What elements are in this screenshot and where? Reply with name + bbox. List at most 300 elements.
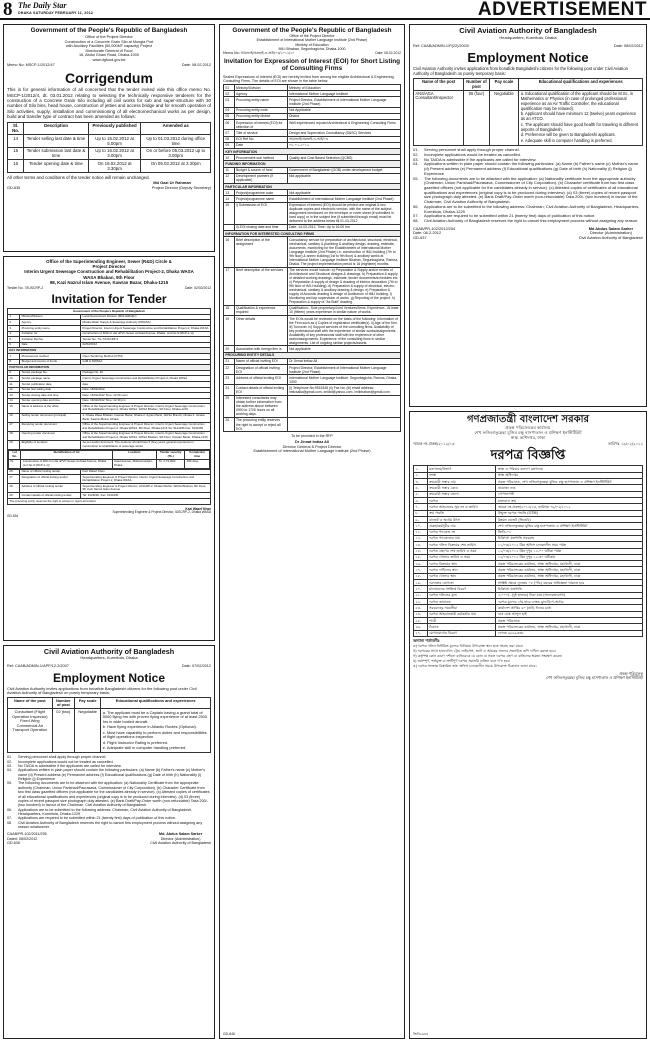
table-cell: Asad Avenue, Mohammadpur, Dhaka	[112, 459, 157, 468]
table-row	[8, 440, 211, 449]
table-cell: 8.	[8, 359, 20, 365]
address-line: Project Director	[92, 264, 126, 270]
signatory-org: Civil Aviation Authority of Bangladesh	[150, 841, 211, 846]
table-cell: 03	[224, 97, 235, 107]
table-cell: প্রযোজ্য নহে	[496, 485, 643, 491]
condition-text: No TA/DA is admissible if the applicants are called for interview.	[424, 156, 537, 162]
caab-employment-notice-left	[3, 645, 215, 1039]
table-row	[224, 305, 401, 315]
table-cell: 02/02/2012	[81, 342, 211, 348]
table-cell: As per tender document. The tenderer should have 5 (five) years general experience in construction & rehabilitation of sewerage works	[81, 440, 211, 449]
table-cell: উন্নয়ন বাজেট (জিওবি)	[496, 516, 643, 522]
table-cell: Expression of interest (EOI) for selection of	[234, 120, 287, 130]
address-line: প্রকল্প পরিচালকের কার্যালয়	[505, 424, 551, 430]
table-cell: Contact details of official inviting EOI	[234, 385, 287, 395]
table-row	[8, 135, 211, 148]
signatory-title: Director (Administration)	[160, 836, 201, 841]
amendment-table	[7, 122, 211, 173]
tender-number: Tender No. 7/IUSCRP-2	[7, 285, 44, 290]
table-cell: 08	[224, 136, 235, 142]
address-line: শেখ ফজিলাতুন্নেছা মুজিব চক্ষু হাসপাতাল ও প্রশিক্ষণ ইনস্টিটিউট	[474, 429, 582, 435]
column-header: Pay scale	[74, 698, 100, 709]
table-cell: 01	[224, 85, 235, 91]
table-cell: ৫.	[414, 491, 428, 497]
table-cell: Title of service	[234, 130, 287, 136]
post-table	[7, 697, 211, 753]
table-cell: Ministry of Education	[287, 85, 400, 91]
date-bottom: Date: 08-2-2012	[413, 230, 442, 236]
table-row	[8, 475, 211, 484]
memo-number: স্মারক নং-প্রকল্প/২০১২/১৩	[413, 440, 455, 446]
table-row	[224, 364, 401, 374]
table-cell: ২৫.	[414, 617, 428, 623]
date-bottom: Dated: 08/02/2012	[7, 836, 38, 841]
column-header: Pay scale	[489, 79, 519, 91]
table-cell: আমাভাই/প্রকল্প/ই-ও-আই/০৩	[287, 136, 400, 142]
table-cell: দরপত্র আহবানকারী কর্মকর্তার নাম	[427, 611, 496, 617]
table-cell: ২৭.	[414, 630, 428, 636]
table-row	[8, 431, 211, 440]
post-count: 02 (two)	[52, 709, 74, 753]
table-cell: Interested consultants may obtain further information from the address above between 0900 to 1700 hours on all working days.	[234, 395, 287, 417]
table-cell: ১২/০৩/২০১২ খ্রিঃ দুপুর ১২.০০ ঘটিকা পর্যন্ত	[496, 548, 643, 554]
notes-list	[413, 644, 643, 668]
table-row	[224, 395, 401, 417]
column-header: Number of post	[52, 698, 74, 709]
table-cell: 06	[224, 120, 235, 130]
condition-text: Applications are to be submitted to the following address: Chairman, Civil Aviation Authority of Bangladesh, Headquarters, Kurmitola, Dhaka-1229	[424, 203, 640, 214]
table-cell: ক্রয় পদ্ধতি	[427, 510, 496, 516]
address-line: Ministry of Education	[295, 42, 329, 47]
table-cell: Development partners (if applicable)	[234, 173, 287, 183]
table-cell: ১৫.	[414, 554, 428, 560]
condition-number: 07.	[7, 816, 13, 821]
table-row	[224, 173, 401, 183]
condition-text: The following documents are to be attached with the application: (a) Nationality Certificate from the appropriate authority (Chairman, Union Parishad/Paurasava, Commissioner of City Corporation). (b) Character Certificate from two first class gazetted officers (not applicable for the candidates already in service). (c) Attested copies of certificates of all educational qualifications and experiences (original copy is to be produced during interview). (d) 03 (three) copies of recent passport size photograph duly attested. (e) Bank Draft/Pay-Order worth (non-refundable) Taka 200/- (two hundred) in favour of the Chairman, Civil Aviation Authority of Bangladesh.	[18, 781, 210, 808]
table-cell: ১১/০৩/২০১২ খ্রিঃ অফিস চলাকালীন সময় পর্যন্ত	[496, 542, 643, 548]
qualification-item: b. Have flying experience in Atlantic Routes (Optional).	[102, 724, 197, 730]
condition-number: 01.	[7, 755, 13, 760]
table-cell: Project Director, Interim Urgent Sewerage Construction and Rehabilitation Project-2, Dhaka WASA	[81, 325, 211, 331]
table-cell: Up to 15.02.2012 at 5.00pm	[88, 135, 141, 148]
ad-code: GD-634	[7, 514, 19, 519]
table-cell: Qualification & experience required	[234, 305, 287, 315]
table-cell: Date: 16/02/2012 Time: 12.00 noon	[81, 393, 211, 399]
table-cell: Tender No. 7/e-7/IUSCRP-2	[81, 337, 211, 343]
memo-date: Date: 08-02-2012	[375, 50, 401, 55]
table-cell: দরপত্র বিক্রয়ের স্থান	[427, 561, 496, 567]
table-cell: ৩.	[414, 479, 428, 485]
table-cell: 19.	[8, 440, 20, 449]
condition-item	[7, 808, 211, 817]
section-label-text: KEY INFORMATION	[224, 148, 401, 154]
lot-head	[9, 450, 210, 459]
table-cell: Selling tender document (principal)	[20, 413, 81, 422]
section-label-text: PARTICULAR INFORMATION	[224, 183, 401, 189]
table-cell: Quality and Cost Based Selection (QCBS)	[287, 155, 400, 161]
table-cell: চিকিৎসা যন্ত্রপাতি সরবরাহ	[496, 535, 643, 541]
address-line: IMLI Bhaban, Segunbagicha, Dhaka-1000	[278, 46, 346, 51]
table-cell: Association with foreign firm is	[234, 346, 287, 352]
table-cell: 16.	[8, 413, 20, 422]
notice-intro: Civil Aviation Authority invites applications from bonafide Bangladeshi citizens for the following post under Civil Aviation Authority of Bangladesh on purely temporary basis:	[413, 66, 628, 77]
signatory-name: Kazi Wasef Khan	[185, 506, 211, 511]
table-cell: স্মারক নং-প্রকল্প/২০১২/১৩, তারিখঃ ০৯/০২/২০১২	[496, 504, 643, 510]
column-header: Location	[112, 450, 157, 459]
table-cell: Eligibility of tenderer	[20, 440, 81, 449]
table-cell: Tender package No.	[20, 370, 81, 376]
table-cell: Construction of 600mm dia uPVC Sewer at Asad Avenue, Dhaka. (Lot No-9 (RCP-1-1))	[81, 331, 211, 337]
table-cell: Dhaka	[287, 113, 400, 119]
table-cell: প্রকল্প পরিচালকের কার্যালয়, স্বাস্থ্য অধিদপ্তর, মহাখালী, ঢাকা	[496, 567, 643, 573]
lot-table	[8, 450, 210, 469]
notice-title: Employment Notice	[52, 670, 166, 685]
table-row	[224, 375, 401, 385]
table-cell: 22	[224, 364, 235, 374]
pay-scale: Negotiable	[74, 709, 100, 753]
table-cell	[287, 417, 400, 431]
table-cell: (i) Telephone No:9515348 (ii) Fax No: (iii) email address: imlicsalla@gmail.com, imlibd@yahoo.com, imlibhaban@gmail.com	[287, 385, 400, 395]
table-cell: ৬.	[414, 498, 428, 504]
section-label-text: KEY INFORMATION	[8, 348, 211, 354]
address-line: 16, Abdul Ghani Road, Dhaka-1000	[79, 53, 139, 58]
notice-title: Invitation for Expression of Interest (EOI) for Short Listing of Consulting Firms	[223, 57, 401, 73]
signatory-title: Director General & Project Director	[282, 444, 342, 449]
notice-date: Date: 07/02/2012	[181, 664, 211, 669]
address-line: Office of the Project Director	[289, 34, 335, 39]
table-cell: মালামাল ক্রয়	[496, 498, 643, 504]
column-header: Lot No.	[9, 450, 21, 459]
table-cell: প্রকল্প পরিচালকের কার্যালয়, স্বাস্থ্য অধিদপ্তর, মহাখালী, ঢাকা	[496, 624, 643, 630]
condition-number: 07.	[413, 213, 419, 219]
table-row	[414, 630, 643, 636]
note-item: গ) কর্তৃপক্ষ কোন কারণ দর্শানো ব্যতিরেকে যে কোন বা সকল দরপত্র গ্রহণ বা বাতিলের ক্ষমতা সংরক্ষণ করেন।	[413, 654, 563, 658]
table-cell: Procurement sub method	[234, 155, 287, 161]
table-cell: দরপত্র দলিল বিক্রয়ের শেষ তারিখ	[427, 542, 496, 548]
table-cell: ২৪.	[414, 611, 428, 617]
condition-number: 08.	[413, 218, 419, 223]
table-row	[8, 413, 211, 422]
table-cell: Receiving tender document	[20, 422, 81, 431]
table-cell: ক্রয়কারী সত্তার জেলা	[427, 491, 496, 497]
table-cell: Superintending Engineer & Project Director, Interim Urgent Sewerage Construction and Rehabilitation Project-2, Dhaka WASA	[81, 475, 211, 484]
table-cell: ১৯.	[414, 580, 428, 586]
table-cell: Project Director, Establishment of International Mother Language Institute (2nd Phase)	[287, 97, 400, 107]
table-cell: মন্ত্রণালয়/বিভাগ	[427, 466, 496, 472]
table-row	[224, 120, 401, 130]
table-cell: ২,০০০/- (দুই হাজার) টাকা মাত্র (অফেরতযোগ্য)	[496, 592, 643, 598]
condition-text: The following documents are to be attached with the application: (a) Nationality certificate from the appropriate authority (Chairman, Union Parishad/Paurasava, Commissioner of City Corporation). (b) Character certificate from two first class gazetted officers (not applicable for the candidates already in service). (c) Attested copies of certificates of all educational qualifications and experiences (original copy is to be produced during interview). (d) 03 (three) copies of recent passport size photograph duly attested. (e) Bank Draft/Pay-Order worth (non-refundable) Taka 200/- (two hundred) in favour of the Chairman, Civil Aviation Authority of Bangladesh.	[424, 175, 638, 205]
table-cell: ১৬.	[414, 561, 428, 567]
condition-text: No TA/DA is admissible if the applicants are called for interview.	[18, 764, 122, 769]
qualification-item: b. Applicant should have minimum 12 (twelve) years experience as an ATCO.	[520, 111, 637, 122]
qualification-item: c. The applicant should have good health for traveling in different airports of Bangladesh.	[520, 121, 639, 132]
table-row	[8, 404, 211, 413]
table-cell: 28.	[8, 484, 20, 493]
table-cell: ii) EOI closing date and time	[234, 224, 287, 230]
table-cell: ২৩.	[414, 605, 428, 611]
ad-code: GD-635	[7, 185, 21, 190]
table-cell: Tender publication date	[20, 382, 81, 388]
table-cell: প্রকল্প পরিচালক, শেখ ফজিলাতুন্নেছা মুজিব চক্ষু হাসপাতাল ও প্রশিক্ষণ ইনস্টিটিউট	[496, 479, 643, 485]
column-header: Identification of lot	[21, 450, 112, 459]
table-cell: Project/programme code	[234, 190, 287, 196]
address-line: Establishment of International Mother Language Institute (2nd Phase)	[256, 38, 368, 43]
table-cell: Contact details of official inviting tender	[20, 493, 81, 499]
table-cell: 27.	[8, 475, 20, 484]
page-number: 8	[3, 0, 13, 20]
table-cell: 21	[224, 358, 235, 364]
condition-text: Applications are required to be submitted within 21 (twenty first) days of publication of this notice.	[424, 213, 596, 219]
table-cell: Date: 14-03-2012, Time: Up to 16.00 hrs	[287, 224, 400, 230]
column-header: Amended as	[141, 122, 211, 135]
column-header: Name of the post	[414, 79, 464, 91]
notice-heading: Government of the People's Republic of Bangladesh	[30, 27, 188, 34]
table-cell: জিডি-০১	[496, 529, 643, 535]
table-cell: Superintending Engineer & Project Director, IUSCRP-2, Dhaka WASA, WASA Bhaban, 9th Floor, 98, Kazi Nazrul Islam Avenue	[81, 484, 211, 493]
table-cell: 26.	[8, 469, 20, 475]
table-cell: date	[81, 382, 211, 388]
table-cell: 10.	[8, 376, 20, 382]
qualification-item: e. Adequate skill in computer handling preferred.	[102, 745, 187, 751]
table-cell: উন্মুক্ত দরপত্র পদ্ধতি (OTM)	[496, 510, 643, 516]
column-header: Educational qualifications and experiences	[101, 698, 211, 709]
qualifications	[101, 709, 211, 753]
notice-title: Invitation for Tender	[51, 291, 167, 306]
qualification-item: d. Preference will be given to Bangladeshi applicant.	[520, 132, 616, 138]
address-line: Interim Urgent Sewerage Construction and Rehabilitation Project-2, Dhaka WASA	[24, 269, 194, 275]
table-cell: স্বাস্থ্য ও পরিবার কল্যাণ মন্ত্রণালয়	[496, 466, 643, 472]
table-cell: Office of the Superintending Engineer & Project Director, Interim Urgent Sewerage Construction and Rehabilitation Project-2, Dhaka WASA, WASA Bhaban, 9th Floor, Dhaka-1215	[81, 404, 211, 413]
table-cell: Project/programme name	[234, 196, 287, 202]
condition-number: 05.	[7, 781, 13, 786]
table-cell: Name & address of the office	[20, 404, 81, 413]
signatory-org: শেখ ফজিলাতুন্নেছা মুজিব চক্ষু হাসপাতাল ও প্রশিক্ষণ ইনস্টিটিউট	[545, 675, 643, 681]
ref-bottom: CAAB/PR-102/2011/255	[7, 832, 47, 837]
notice-intro: Civil Aviation Authority invites applications from bonafide Bangladeshi citizens for the following post under Civil Aviation Authority of Bangladesh on purely temporary basis:	[7, 685, 197, 696]
note-item: খ) দরপত্রের সাথে হালনাগাদ ট্রেড লাইসেন্স, ভ্যাট ও আয়কর সনদের সত্যায়িত কপি দাখিল করতে হবে।	[413, 649, 556, 654]
table-cell: 2.	[8, 320, 20, 326]
table-cell: Tender opening date and time	[20, 398, 81, 404]
notice-address: Headquarters, Kurmitola, Dhaka	[80, 655, 138, 661]
table-cell: ৯.	[414, 516, 428, 522]
section-label-text: PARTICULAR INFORMATION	[8, 365, 211, 371]
table-cell: Not Applicable	[287, 107, 400, 113]
table-cell: Tender last selling date	[20, 387, 81, 393]
table-cell: Office of the Superintending Engineer & Project Director, Interim Urgent Sewerage Construction and Rehabilitation Project-2, Dhaka WASA, 9th Floor, Dhaka-1215 Tel: 9124236 Fax: 9130150	[81, 422, 211, 431]
table-cell: 23	[224, 375, 235, 385]
office-address	[413, 426, 643, 441]
caab-employment-notice-right	[409, 24, 647, 407]
table-cell: Consultancy service for preparation of architectural, structural, electrical, mechanical, sanitary & plumbing & ancillary design, drawing, estimate, documents, monitoring for the Establishment of International Mother Language Institute (2nd Phase) i.e. construction of IMLI building (7th to 9th floor) & annex building (1st to 9th floor) & ancillary works at International Mother Language Institute Bhaban, Segunbagicha, Ramna, Dhaka. The project implementation period is 16 (eighteen) months.	[287, 237, 400, 267]
signatory-title: Project Director (Deputy Secretary)	[151, 185, 211, 190]
reserve-note: The procuring entity reserves the right to accept or reject all tenders	[8, 498, 211, 504]
table-row	[224, 267, 401, 305]
table-cell: Project Director, Establishment of International Mother Language Institute (2nd Phase)	[287, 364, 400, 374]
table-cell: On 05.03.2012 at 3.30pm	[141, 160, 211, 173]
condition-item	[413, 219, 643, 224]
table-cell: Government of Bangladesh (GOB) under development budget	[287, 167, 400, 173]
notice-heading: Government of the People's Republic of Bangladesh	[232, 27, 392, 34]
address-line: Office of the Project Director	[85, 35, 133, 40]
section-label-text: INFORMATION FOR INTERESTED CONSULTING FIRMS	[224, 231, 401, 237]
table-cell: 18	[224, 305, 235, 315]
memo-number: Memo No: MSCP-1/2012/47	[7, 63, 55, 68]
table-cell: 17.	[8, 422, 20, 431]
table-cell: Tender opening date & time	[24, 160, 88, 173]
table-cell: দরপত্র প্যাকেজ নং	[427, 529, 496, 535]
address-line: with Ancillary Facilities (50,000MT capacity) Project	[65, 44, 153, 49]
table-cell: গোপালগঞ্জ	[496, 491, 643, 497]
table-cell: ক্রয়কারী সত্তার কোড	[427, 485, 496, 491]
notice-title: Corrigendum	[65, 69, 153, 86]
address-line: WASA Bhaban, 9th Floor	[83, 274, 135, 280]
table-cell: The procuring entity reserves the right to accept or reject all EOI.	[234, 417, 287, 431]
table-cell: দরপত্র খোলার স্থান	[427, 573, 496, 579]
table-cell: Address of official inviting EOI	[234, 375, 287, 385]
table-cell: দরপত্র	[427, 498, 496, 504]
address-line: www.dgfood.gov.bd	[92, 57, 126, 62]
table-cell: 01	[9, 459, 21, 468]
table-cell: Open Tendering Method (OTM)	[81, 353, 211, 359]
table-cell: দরপত্র দলিলের মূল্য	[427, 592, 496, 598]
table-cell: 14	[8, 135, 24, 148]
condition-number: 04.	[7, 768, 13, 773]
table-cell: ১৭.	[414, 567, 428, 573]
notice-heading: Civil Aviation Authority of Bangladesh	[459, 26, 597, 35]
table-cell: 07	[224, 130, 235, 136]
table-cell: Dr Jinnat Imtiaz Ali	[287, 358, 400, 364]
table-cell: প্রকল্প পরিচালকের কার্যালয়, স্বাস্থ্য অধিদপ্তর, মহাখালী, ঢাকা	[496, 561, 643, 567]
table-cell: ২.	[414, 472, 428, 478]
condition-text: Incomplete applications would not be treated as cancelled.	[18, 759, 114, 764]
table-cell: ১০.	[414, 523, 428, 529]
ad-code: জিডি-৬৪৪	[413, 1031, 429, 1036]
table-cell: ২২.	[414, 599, 428, 605]
table-cell: সংশ্লিষ্ট ক্ষেত্রে ন্যূনতম ০৫ (পাঁচ) বছরের অভিজ্ঞতা থাকতে হবে	[496, 580, 643, 586]
office-address	[7, 259, 211, 285]
column-header: Educational qualifications and experiences	[519, 79, 643, 91]
ad-code: GD-646	[223, 1031, 235, 1036]
table-cell: 10	[224, 155, 235, 161]
table-cell: ২৬.	[414, 624, 428, 630]
table-cell: Not applicable	[287, 173, 400, 183]
address-line: Directorate General of Food	[85, 48, 133, 53]
qualification-item: a. The applicant must be a Captain having a grand total of 5000 flying hrs with proven flying experience of at least 2500 hrs in wide bodied aircraft.	[102, 709, 207, 725]
bangla-tender-notice	[409, 411, 647, 1039]
lot-table-cell	[8, 449, 211, 469]
signatory-org: Civil Aviation Authority of Bangladesh	[578, 234, 643, 240]
signatory-name: Dr Jinnat Imtiaz Ali	[294, 440, 330, 445]
condition-number: 06.	[413, 203, 419, 209]
table-cell: ২০.	[414, 586, 428, 592]
condition-text: Applications are to be submitted to the following address: Chairman, Civil Aviation Authority of Bangladesh, Headquarters, Kurmitola, Dhaka-1229	[18, 807, 193, 816]
condition-number: 05.	[413, 175, 419, 181]
column-header: Description	[24, 122, 88, 135]
notice-title: Employment Notice	[467, 50, 589, 66]
table-cell: Local Government Division (MOLGRD&C)	[81, 314, 211, 320]
corrigendum-notice	[3, 24, 215, 252]
table-cell: স্বাস্থ্য অধিদপ্তর	[496, 472, 643, 478]
table-cell: যোগাযোগের বিবরণ	[427, 630, 496, 636]
table-cell: 18.	[8, 431, 20, 440]
table-cell: ০৮-০২-২০১২	[287, 142, 400, 148]
table-cell: 29.	[8, 493, 20, 499]
notice-date: Date: 08/02/2012	[613, 43, 643, 48]
notes-heading: অন্যান্য শর্তাবলীঃ	[413, 637, 440, 643]
lot-row	[9, 459, 210, 468]
table-cell: Agency	[234, 91, 287, 97]
table-cell: On 16.02.2012 at 3.30pm	[88, 160, 141, 173]
table-cell	[287, 395, 400, 417]
conditions-list	[413, 148, 643, 224]
table-row	[224, 237, 401, 267]
condition-item	[7, 768, 211, 781]
table-cell: The services would include: a) Preparation & Supply and/or review of Architectural and Structural designs & drawings. b) Preparation & supply of detailed working drawings, estimate, tender documents/schedules etc. c) Preparation & supply of design & drawing of interior decoration (7th to 9th floor of IMLI building). d) Preparation & supply of electrical, electro-mechanical, sanitary & ancillary drawing & design. e) Preparation & supply of Acoustic drawing & design of Auditorium of IMLI building. f) Monitoring and top supervision of works. g) Reporting of the project. h) Preparation & supply of "As Built" drawing.	[287, 267, 400, 305]
table-row	[224, 385, 401, 395]
table-cell: Well experienced reputed Architectural & Engineering Consulting Firms	[287, 120, 400, 130]
condition-item	[7, 781, 211, 807]
table-cell: প্রকল্প/কর্মসূচীর নাম	[427, 523, 496, 529]
address-line: 98, Kazi Nazrul Islam Avenue, Kawran Bazar, Dhaka-1215	[49, 279, 169, 285]
qualification-item: a. Educational qualification of the applicant should be M.Sc. in Mathematics or Physics (in case of prolonged professional experience as an Air Traffic Controller, the educational qualification may be relaxed).	[520, 91, 634, 111]
table-cell: Dhaka Water Supply & Sewerage Authority (DWASA)	[81, 320, 211, 326]
table-cell: Name of official inviting tender	[20, 469, 81, 475]
table-row	[224, 316, 401, 346]
column-header: Name of the post	[8, 698, 53, 709]
notice-heading: গণপ্রজাতন্ত্রী বাংলাদেশ সরকার	[467, 414, 589, 425]
section-label-text: PROCURING ENTITY DETAILS	[224, 352, 401, 358]
table-cell: Up to 16.02.2012 at 3.00pm	[88, 147, 141, 160]
table-cell: Invitation for	[20, 331, 81, 337]
table-cell: 25	[224, 395, 235, 417]
memo-date: Date: 08.02.2012	[181, 63, 211, 68]
table-row	[8, 484, 211, 493]
closing-note: All other terms and conditions of the tender notice will remain unchanged.	[7, 174, 150, 180]
condition-number: 02.	[7, 759, 13, 764]
table-cell: Package No. 40	[81, 370, 211, 376]
condition-number: 03.	[7, 764, 13, 769]
table-cell: 14.	[8, 398, 20, 404]
table-cell: 13	[224, 190, 235, 196]
table-cell: Other details	[234, 316, 287, 346]
table-cell: 5.	[8, 337, 20, 343]
table-cell: 04	[224, 107, 235, 113]
table-cell: Invitation Ref No.	[20, 337, 81, 343]
table-cell: Office of the Superintending Engineer & Project Director, Interim Urgent Sewerage Construction and Rehabilitation Project-2, Dhaka WASA, WASA Bhaban, 9th Floor, Kawran Bazar, Dhaka-1215	[81, 431, 211, 440]
office-address	[7, 35, 211, 62]
table-cell: International Mother Language Institute	[287, 91, 400, 97]
signatory-name: Md Gazi Ur Rahman	[153, 179, 191, 185]
signatory-title: প্রকল্প পরিচালক	[619, 670, 643, 676]
table-cell: 180 days	[185, 459, 210, 468]
memo-number: Memo No: আমাভাই/প্রকল্প/ই-ও-আই/০৩/২০১২/২০	[223, 50, 295, 55]
address-line: Office of the Superintending Engineer, Sewer (R&D) Circle &	[46, 259, 172, 264]
qualifications	[519, 90, 643, 145]
table-cell: GoB & DWASA	[81, 359, 211, 365]
table-cell: দরপত্র গ্রহণের শেষ তারিখ ও সময়	[427, 548, 496, 554]
table-cell: ৪.	[414, 485, 428, 491]
table-cell: Designation of official inviting tender	[20, 475, 81, 484]
table-cell: ১৪.	[414, 548, 428, 554]
ad-code: GD-636	[7, 841, 20, 846]
qualification-item: e. Adequate skill in computer handling is preferred.	[520, 138, 613, 143]
note-item: ঘ) অসম্পূর্ণ, শর্তযুক্ত বা ত্রুটিপূর্ণ দরপত্র সরাসরি বাতিল বলে গণ্য হবে।	[413, 658, 511, 663]
table-cell: Ministry/Division	[20, 314, 81, 320]
table-cell: ঠিকানা	[427, 624, 496, 630]
section-title: ADVERTISEMENT	[477, 0, 647, 20]
table-cell: Budget & source of fund	[234, 167, 287, 173]
